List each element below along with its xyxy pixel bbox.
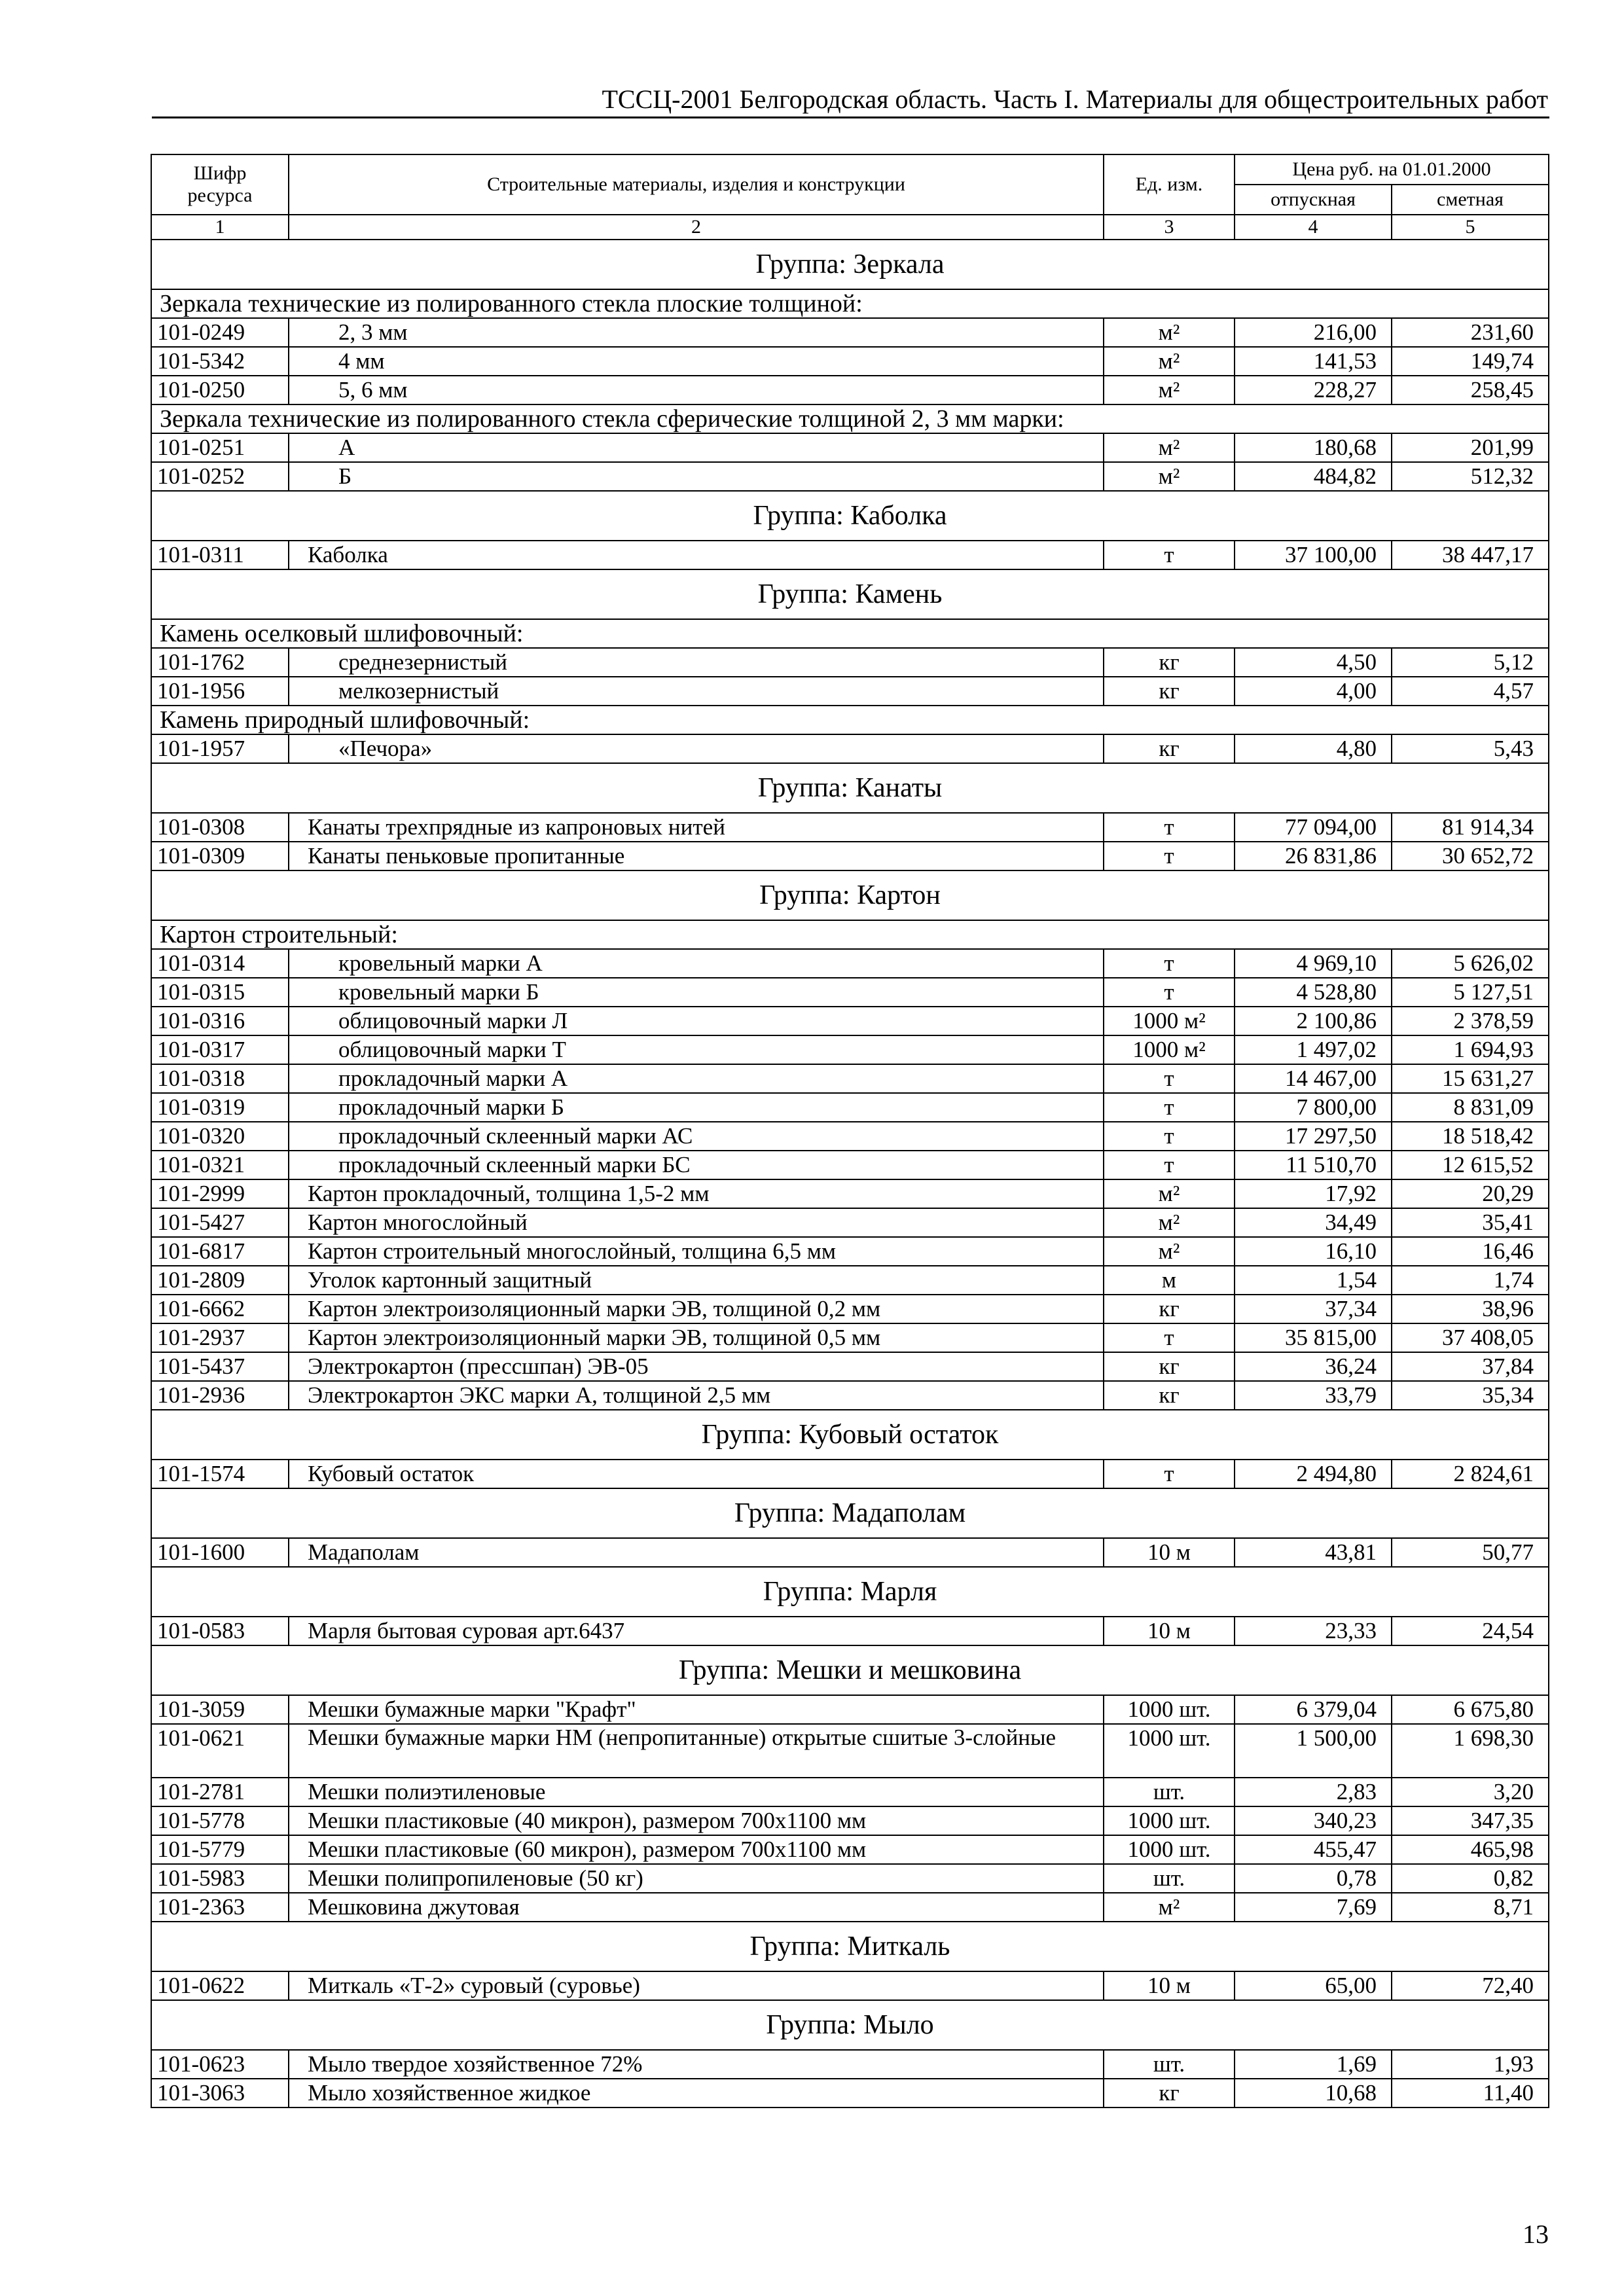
material-name: прокладочный склеенный марки БС bbox=[289, 1151, 1104, 1179]
table-row bbox=[151, 1893, 1549, 1922]
material-name: А bbox=[289, 433, 1104, 462]
unit: т bbox=[1104, 1122, 1235, 1151]
resource-code: 101-5983 bbox=[151, 1864, 289, 1893]
price-estimate: 18 518,42 bbox=[1392, 1122, 1549, 1151]
unit: т bbox=[1104, 1093, 1235, 1122]
table-row bbox=[151, 949, 1549, 978]
resource-code: 101-5437 bbox=[151, 1352, 289, 1381]
price-release: 7 800,00 bbox=[1235, 1093, 1392, 1122]
unit: т bbox=[1104, 1151, 1235, 1179]
resource-code: 101-0250 bbox=[151, 376, 289, 404]
header-code: Шифр ресурса bbox=[151, 154, 289, 215]
table-row bbox=[151, 1208, 1549, 1237]
unit: кг bbox=[1104, 734, 1235, 763]
group-row bbox=[151, 763, 1549, 813]
unit: т bbox=[1104, 541, 1235, 569]
price-estimate: 3,20 bbox=[1392, 1778, 1549, 1806]
unit: т bbox=[1104, 1323, 1235, 1352]
header-rule bbox=[152, 117, 1549, 118]
group-title: Группа: Миткаль bbox=[151, 1922, 1549, 1971]
table-row bbox=[151, 1093, 1549, 1122]
price-release: 37,34 bbox=[1235, 1295, 1392, 1323]
price-estimate: 50,77 bbox=[1392, 1538, 1549, 1567]
unit: 10 м bbox=[1104, 1617, 1235, 1645]
column-number: 2 bbox=[289, 215, 1104, 240]
group-title: Группа: Камень bbox=[151, 569, 1549, 619]
price-release: 180,68 bbox=[1235, 433, 1392, 462]
unit: кг bbox=[1104, 1352, 1235, 1381]
resource-code: 101-0622 bbox=[151, 1971, 289, 2000]
group-title: Группа: Марля bbox=[151, 1567, 1549, 1617]
material-name: Кубовый остаток bbox=[289, 1460, 1104, 1488]
price-estimate: 512,32 bbox=[1392, 462, 1549, 491]
unit: кг bbox=[1104, 677, 1235, 706]
unit: м² bbox=[1104, 376, 1235, 404]
header-price-release: отпускная bbox=[1235, 185, 1392, 215]
table-row bbox=[151, 842, 1549, 870]
price-estimate: 81 914,34 bbox=[1392, 813, 1549, 842]
table-row bbox=[151, 1806, 1549, 1835]
price-release: 2 494,80 bbox=[1235, 1460, 1392, 1488]
table-row bbox=[151, 376, 1549, 404]
price-release: 4,00 bbox=[1235, 677, 1392, 706]
table-row bbox=[151, 1237, 1549, 1266]
price-release: 65,00 bbox=[1235, 1971, 1392, 2000]
price-release: 4,80 bbox=[1235, 734, 1392, 763]
price-release: 23,33 bbox=[1235, 1617, 1392, 1645]
material-name: Каболка bbox=[289, 541, 1104, 569]
subgroup-title: Камень оселковый шлифовочный: bbox=[151, 619, 1549, 648]
unit: м² bbox=[1104, 318, 1235, 347]
group-title: Группа: Канаты bbox=[151, 763, 1549, 813]
price-estimate: 5,12 bbox=[1392, 648, 1549, 677]
resource-code: 101-0621 bbox=[151, 1724, 289, 1778]
resource-code: 101-0623 bbox=[151, 2050, 289, 2079]
resource-code: 101-1600 bbox=[151, 1538, 289, 1567]
resource-code: 101-2781 bbox=[151, 1778, 289, 1806]
table-row bbox=[151, 1381, 1549, 1410]
price-release: 228,27 bbox=[1235, 376, 1392, 404]
table-row bbox=[151, 734, 1549, 763]
unit: 10 м bbox=[1104, 1971, 1235, 2000]
table-row bbox=[151, 1323, 1549, 1352]
table-row bbox=[151, 1266, 1549, 1295]
table-row bbox=[151, 462, 1549, 491]
running-title: ТССЦ-2001 Белгородская область. Часть I. Материалы для общестроительных работ bbox=[602, 84, 1548, 114]
table-row bbox=[151, 1724, 1549, 1778]
unit: м² bbox=[1104, 1237, 1235, 1266]
material-name: Мадаполам bbox=[289, 1538, 1104, 1567]
price-estimate: 12 615,52 bbox=[1392, 1151, 1549, 1179]
material-name: Картон строительный многослойный, толщина 6,5 мм bbox=[289, 1237, 1104, 1266]
price-release: 11 510,70 bbox=[1235, 1151, 1392, 1179]
subgroup-row bbox=[151, 404, 1549, 433]
price-estimate: 15 631,27 bbox=[1392, 1064, 1549, 1093]
price-release: 4,50 bbox=[1235, 648, 1392, 677]
material-name: Б bbox=[289, 462, 1104, 491]
table-row bbox=[151, 1460, 1549, 1488]
column-number: 5 bbox=[1392, 215, 1549, 240]
unit: м² bbox=[1104, 433, 1235, 462]
material-name: Мыло хозяйственное жидкое bbox=[289, 2079, 1104, 2108]
price-estimate: 11,40 bbox=[1392, 2079, 1549, 2108]
page-number: 13 bbox=[1523, 2219, 1549, 2249]
column-number: 1 bbox=[151, 215, 289, 240]
resource-code: 101-0317 bbox=[151, 1035, 289, 1064]
group-title: Группа: Мешки и мешковина bbox=[151, 1645, 1549, 1695]
group-row bbox=[151, 2000, 1549, 2050]
price-estimate: 201,99 bbox=[1392, 433, 1549, 462]
unit: 1000 м² bbox=[1104, 1007, 1235, 1035]
group-row bbox=[151, 491, 1549, 541]
material-name: Уголок картонный защитный bbox=[289, 1266, 1104, 1295]
group-row bbox=[151, 1488, 1549, 1538]
resource-code: 101-1574 bbox=[151, 1460, 289, 1488]
resource-code: 101-0311 bbox=[151, 541, 289, 569]
price-estimate: 5 127,51 bbox=[1392, 978, 1549, 1007]
subgroup-row bbox=[151, 289, 1549, 318]
header-name: Строительные материалы, изделия и конструкции bbox=[289, 154, 1104, 215]
material-name: 2, 3 мм bbox=[289, 318, 1104, 347]
material-name: Электрокартон (прессшпан) ЭВ-05 bbox=[289, 1352, 1104, 1381]
material-name: 4 мм bbox=[289, 347, 1104, 376]
price-estimate: 30 652,72 bbox=[1392, 842, 1549, 870]
price-estimate: 24,54 bbox=[1392, 1617, 1549, 1645]
price-release: 37 100,00 bbox=[1235, 541, 1392, 569]
table-row bbox=[151, 648, 1549, 677]
unit: м² bbox=[1104, 1893, 1235, 1922]
material-name: облицовочный марки Т bbox=[289, 1035, 1104, 1064]
resource-code: 101-1762 bbox=[151, 648, 289, 677]
material-name: прокладочный марки Б bbox=[289, 1093, 1104, 1122]
table-row bbox=[151, 318, 1549, 347]
resource-code: 101-5427 bbox=[151, 1208, 289, 1237]
table-row bbox=[151, 1179, 1549, 1208]
price-release: 2,83 bbox=[1235, 1778, 1392, 1806]
price-release: 340,23 bbox=[1235, 1806, 1392, 1835]
unit: т bbox=[1104, 978, 1235, 1007]
group-title: Группа: Кубовый остаток bbox=[151, 1410, 1549, 1460]
unit: кг bbox=[1104, 1295, 1235, 1323]
resource-code: 101-2937 bbox=[151, 1323, 289, 1352]
material-name: Мешки бумажные марки НМ (непропитанные) открытые сшитые 3-слойные bbox=[289, 1724, 1104, 1778]
resource-code: 101-5778 bbox=[151, 1806, 289, 1835]
table-row bbox=[151, 1617, 1549, 1645]
table-row bbox=[151, 1352, 1549, 1381]
material-name: Миткаль «Т-2» суровый (суровье) bbox=[289, 1971, 1104, 2000]
price-estimate: 2 378,59 bbox=[1392, 1007, 1549, 1035]
column-number: 3 bbox=[1104, 215, 1235, 240]
material-name: прокладочный марки А bbox=[289, 1064, 1104, 1093]
price-estimate: 4,57 bbox=[1392, 677, 1549, 706]
table-row bbox=[151, 1064, 1549, 1093]
resource-code: 101-6817 bbox=[151, 1237, 289, 1266]
price-release: 26 831,86 bbox=[1235, 842, 1392, 870]
price-release: 455,47 bbox=[1235, 1835, 1392, 1864]
price-estimate: 465,98 bbox=[1392, 1835, 1549, 1864]
price-estimate: 347,35 bbox=[1392, 1806, 1549, 1835]
resource-code: 101-0320 bbox=[151, 1122, 289, 1151]
material-name: 5, 6 мм bbox=[289, 376, 1104, 404]
price-estimate: 0,82 bbox=[1392, 1864, 1549, 1893]
subgroup-title: Камень природный шлифовочный: bbox=[151, 706, 1549, 734]
unit: м² bbox=[1104, 1179, 1235, 1208]
material-name: кровельный марки Б bbox=[289, 978, 1104, 1007]
header-price-estimate: сметная bbox=[1392, 185, 1549, 215]
price-release: 484,82 bbox=[1235, 462, 1392, 491]
resource-code: 101-0583 bbox=[151, 1617, 289, 1645]
group-row bbox=[151, 1567, 1549, 1617]
resource-code: 101-3063 bbox=[151, 2079, 289, 2108]
price-table bbox=[151, 154, 1549, 2108]
price-release: 4 969,10 bbox=[1235, 949, 1392, 978]
material-name: Электрокартон ЭКС марки А, толщиной 2,5 мм bbox=[289, 1381, 1104, 1410]
material-name: Мыло твердое хозяйственное 72% bbox=[289, 2050, 1104, 2079]
table-row bbox=[151, 1035, 1549, 1064]
price-release: 4 528,80 bbox=[1235, 978, 1392, 1007]
resource-code: 101-0319 bbox=[151, 1093, 289, 1122]
unit: т bbox=[1104, 949, 1235, 978]
group-title: Группа: Мадаполам bbox=[151, 1488, 1549, 1538]
price-release: 36,24 bbox=[1235, 1352, 1392, 1381]
price-estimate: 35,34 bbox=[1392, 1381, 1549, 1410]
resource-code: 101-2809 bbox=[151, 1266, 289, 1295]
table-row bbox=[151, 433, 1549, 462]
unit: м² bbox=[1104, 1208, 1235, 1237]
price-release: 17 297,50 bbox=[1235, 1122, 1392, 1151]
price-estimate: 8,71 bbox=[1392, 1893, 1549, 1922]
price-estimate: 37 408,05 bbox=[1392, 1323, 1549, 1352]
price-release: 1,69 bbox=[1235, 2050, 1392, 2079]
table-row bbox=[151, 1864, 1549, 1893]
resource-code: 101-5779 bbox=[151, 1835, 289, 1864]
group-title: Группа: Мыло bbox=[151, 2000, 1549, 2050]
table-row bbox=[151, 677, 1549, 706]
resource-code: 101-0308 bbox=[151, 813, 289, 842]
table-row bbox=[151, 1007, 1549, 1035]
column-number: 4 bbox=[1235, 215, 1392, 240]
material-name: Картон электроизоляционный марки ЭВ, толщиной 0,2 мм bbox=[289, 1295, 1104, 1323]
group-row bbox=[151, 1645, 1549, 1695]
resource-code: 101-0314 bbox=[151, 949, 289, 978]
material-name: Мешки полипропиленовые (50 кг) bbox=[289, 1864, 1104, 1893]
resource-code: 101-6662 bbox=[151, 1295, 289, 1323]
unit: 1000 шт. bbox=[1104, 1835, 1235, 1864]
group-title: Группа: Зеркала bbox=[151, 240, 1549, 289]
price-estimate: 149,74 bbox=[1392, 347, 1549, 376]
table-row bbox=[151, 2050, 1549, 2079]
unit: 10 м bbox=[1104, 1538, 1235, 1567]
unit: м bbox=[1104, 1266, 1235, 1295]
material-name: Мешки пластиковые (40 микрон), размером 700х1100 мм bbox=[289, 1806, 1104, 1835]
group-row bbox=[151, 870, 1549, 920]
price-release: 2 100,86 bbox=[1235, 1007, 1392, 1035]
unit: шт. bbox=[1104, 1778, 1235, 1806]
table-row bbox=[151, 1538, 1549, 1567]
price-release: 10,68 bbox=[1235, 2079, 1392, 2108]
unit: т bbox=[1104, 1064, 1235, 1093]
unit: м² bbox=[1104, 347, 1235, 376]
resource-code: 101-2936 bbox=[151, 1381, 289, 1410]
price-estimate: 1,74 bbox=[1392, 1266, 1549, 1295]
unit: 1000 шт. bbox=[1104, 1724, 1235, 1778]
unit: кг bbox=[1104, 2079, 1235, 2108]
price-estimate: 72,40 bbox=[1392, 1971, 1549, 2000]
material-name: Мешки бумажные марки "Крафт" bbox=[289, 1695, 1104, 1724]
unit: шт. bbox=[1104, 1864, 1235, 1893]
material-name: кровельный марки А bbox=[289, 949, 1104, 978]
resource-code: 101-2999 bbox=[151, 1179, 289, 1208]
resource-code: 101-0252 bbox=[151, 462, 289, 491]
group-row bbox=[151, 569, 1549, 619]
unit: кг bbox=[1104, 648, 1235, 677]
group-title: Группа: Каболка bbox=[151, 491, 1549, 541]
price-estimate: 6 675,80 bbox=[1392, 1695, 1549, 1724]
subgroup-row bbox=[151, 619, 1549, 648]
unit: шт. bbox=[1104, 2050, 1235, 2079]
table-row bbox=[151, 1778, 1549, 1806]
unit: 1000 шт. bbox=[1104, 1806, 1235, 1835]
resource-code: 101-2363 bbox=[151, 1893, 289, 1922]
resource-code: 101-0309 bbox=[151, 842, 289, 870]
material-name: прокладочный склеенный марки АС bbox=[289, 1122, 1104, 1151]
table-row bbox=[151, 1295, 1549, 1323]
material-name: Мешки полиэтиленовые bbox=[289, 1778, 1104, 1806]
price-release: 33,79 bbox=[1235, 1381, 1392, 1410]
group-row bbox=[151, 1922, 1549, 1971]
unit: кг bbox=[1104, 1381, 1235, 1410]
price-release: 34,49 bbox=[1235, 1208, 1392, 1237]
material-name: Канаты пеньковые пропитанные bbox=[289, 842, 1104, 870]
resource-code: 101-0316 bbox=[151, 1007, 289, 1035]
unit: 1000 м² bbox=[1104, 1035, 1235, 1064]
price-release: 1 497,02 bbox=[1235, 1035, 1392, 1064]
price-release: 1 500,00 bbox=[1235, 1724, 1392, 1778]
material-name: мелкозернистый bbox=[289, 677, 1104, 706]
material-name: среднезернистый bbox=[289, 648, 1104, 677]
price-estimate: 37,84 bbox=[1392, 1352, 1549, 1381]
resource-code: 101-1956 bbox=[151, 677, 289, 706]
table-row bbox=[151, 347, 1549, 376]
price-release: 35 815,00 bbox=[1235, 1323, 1392, 1352]
material-name: Картон электроизоляционный марки ЭВ, толщиной 0,5 мм bbox=[289, 1323, 1104, 1352]
table-row bbox=[151, 1695, 1549, 1724]
resource-code: 101-3059 bbox=[151, 1695, 289, 1724]
price-release: 17,92 bbox=[1235, 1179, 1392, 1208]
material-name: Мешковина джутовая bbox=[289, 1893, 1104, 1922]
price-release: 0,78 bbox=[1235, 1864, 1392, 1893]
price-estimate: 16,46 bbox=[1392, 1237, 1549, 1266]
material-name: Картон многослойный bbox=[289, 1208, 1104, 1237]
unit: 1000 шт. bbox=[1104, 1695, 1235, 1724]
price-release: 77 094,00 bbox=[1235, 813, 1392, 842]
price-estimate: 35,41 bbox=[1392, 1208, 1549, 1237]
price-estimate: 1 698,30 bbox=[1392, 1724, 1549, 1778]
material-name: облицовочный марки Л bbox=[289, 1007, 1104, 1035]
unit: т bbox=[1104, 813, 1235, 842]
subgroup-title: Зеркала технические из полированного стекла сферические толщиной 2, 3 мм марки: bbox=[151, 404, 1549, 433]
resource-code: 101-0321 bbox=[151, 1151, 289, 1179]
price-release: 216,00 bbox=[1235, 318, 1392, 347]
resource-code: 101-0315 bbox=[151, 978, 289, 1007]
material-name: Мешки пластиковые (60 микрон), размером 700х1100 мм bbox=[289, 1835, 1104, 1864]
header-unit: Ед. изм. bbox=[1104, 154, 1235, 215]
unit: м² bbox=[1104, 462, 1235, 491]
subgroup-title: Картон строительный: bbox=[151, 920, 1549, 949]
table-row bbox=[151, 1971, 1549, 2000]
subgroup-row bbox=[151, 920, 1549, 949]
group-row bbox=[151, 1410, 1549, 1460]
price-estimate: 38 447,17 bbox=[1392, 541, 1549, 569]
resource-code: 101-5342 bbox=[151, 347, 289, 376]
price-release: 1,54 bbox=[1235, 1266, 1392, 1295]
table-row bbox=[151, 2079, 1549, 2108]
table-row bbox=[151, 541, 1549, 569]
price-release: 7,69 bbox=[1235, 1893, 1392, 1922]
unit: т bbox=[1104, 842, 1235, 870]
price-release: 6 379,04 bbox=[1235, 1695, 1392, 1724]
header-price: Цена руб. на 01.01.2000 bbox=[1235, 154, 1549, 185]
resource-code: 101-1957 bbox=[151, 734, 289, 763]
material-name: Марля бытовая суровая арт.6437 bbox=[289, 1617, 1104, 1645]
table-row bbox=[151, 978, 1549, 1007]
table-body bbox=[151, 240, 1549, 2108]
resource-code: 101-0318 bbox=[151, 1064, 289, 1093]
table-row bbox=[151, 1122, 1549, 1151]
price-release: 14 467,00 bbox=[1235, 1064, 1392, 1093]
price-estimate: 258,45 bbox=[1392, 376, 1549, 404]
price-estimate: 1 694,93 bbox=[1392, 1035, 1549, 1064]
price-estimate: 5,43 bbox=[1392, 734, 1549, 763]
price-estimate: 20,29 bbox=[1392, 1179, 1549, 1208]
price-release: 141,53 bbox=[1235, 347, 1392, 376]
unit: т bbox=[1104, 1460, 1235, 1488]
material-name: Канаты трехпрядные из капроновых нитей bbox=[289, 813, 1104, 842]
group-row bbox=[151, 240, 1549, 289]
material-name: Картон прокладочный, толщина 1,5-2 мм bbox=[289, 1179, 1104, 1208]
table-row bbox=[151, 1151, 1549, 1179]
resource-code: 101-0251 bbox=[151, 433, 289, 462]
price-estimate: 1,93 bbox=[1392, 2050, 1549, 2079]
price-estimate: 5 626,02 bbox=[1392, 949, 1549, 978]
price-estimate: 38,96 bbox=[1392, 1295, 1549, 1323]
price-estimate: 8 831,09 bbox=[1392, 1093, 1549, 1122]
table-row bbox=[151, 1835, 1549, 1864]
price-estimate: 231,60 bbox=[1392, 318, 1549, 347]
subgroup-title: Зеркала технические из полированного стекла плоские толщиной: bbox=[151, 289, 1549, 318]
group-title: Группа: Картон bbox=[151, 870, 1549, 920]
price-estimate: 2 824,61 bbox=[1392, 1460, 1549, 1488]
table-row bbox=[151, 813, 1549, 842]
price-release: 43,81 bbox=[1235, 1538, 1392, 1567]
price-release: 16,10 bbox=[1235, 1237, 1392, 1266]
material-name: «Печора» bbox=[289, 734, 1104, 763]
subgroup-row bbox=[151, 706, 1549, 734]
resource-code: 101-0249 bbox=[151, 318, 289, 347]
